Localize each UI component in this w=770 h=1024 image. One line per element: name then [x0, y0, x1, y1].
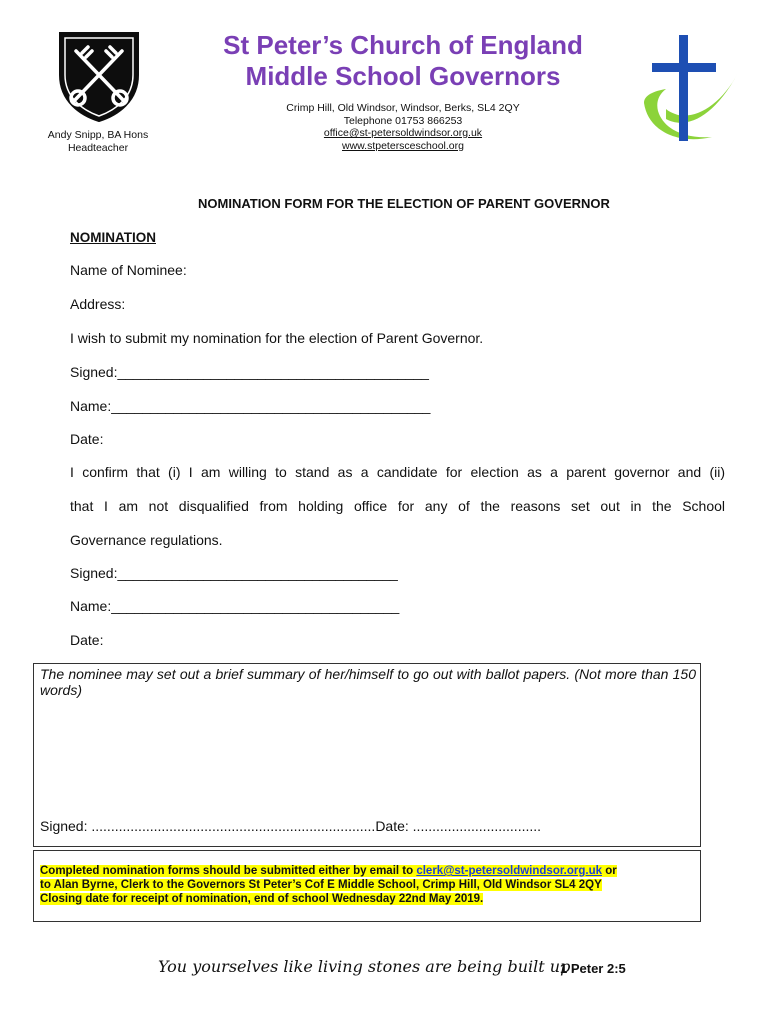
summary-signed-date-line: Signed: .........................................................................Date: ................................. — [40, 818, 542, 834]
submission-line1-suffix: or — [602, 865, 617, 877]
school-address: Crimp Hill, Old Windsor, Windsor, Berks, SL4 2QY — [286, 102, 520, 114]
school-website-link[interactable]: www.stpetersceschool.org — [342, 139, 464, 152]
school-crest-keys-icon — [58, 31, 140, 123]
footer-quote: You yourselves like living stones are being built up. — [158, 957, 576, 976]
headteacher-info — [30, 129, 166, 155]
school-title-line1: St Peter’s Church of England — [223, 30, 583, 60]
closing-date: Closing date for receipt of nomination, end of school Wednesday 22nd May 2019. — [40, 893, 484, 905]
date-line-2: Date: — [70, 632, 104, 648]
confirm-line-1: I confirm that (i) I am willing to stand as a candidate for election as a parent governor and (ii) — [70, 464, 725, 480]
headteacher-role: Headteacher — [67, 142, 129, 154]
contact-details — [228, 102, 578, 152]
school-title-line2: Middle School Governors — [245, 61, 561, 91]
signed-line-2: Signed:____________________________________ — [70, 565, 398, 581]
footer-reference: 1 Peter 2:5 — [560, 961, 626, 976]
date-line-1: Date: — [70, 431, 104, 447]
section-heading: NOMINATION — [70, 230, 156, 245]
form-title: NOMINATION FORM FOR THE ELECTION OF PARENT GOVERNOR — [198, 196, 610, 211]
school-telephone: Telephone 01753 866253 — [343, 114, 463, 127]
address-label: Address: — [70, 296, 126, 312]
name-line-2: Name:_____________________________________ — [70, 598, 400, 614]
headteacher-name: Andy Snipp, BA Hons — [47, 129, 149, 141]
confirm-line-3: Governance regulations. — [70, 532, 223, 548]
clerk-email-link[interactable]: clerk@st-petersoldwindsor.org.uk — [416, 865, 603, 877]
cross-swoosh-logo-icon — [638, 33, 742, 147]
submission-instructions — [40, 864, 700, 906]
summary-instruction: The nominee may set out a brief summary of her/himself to go out with ballot papers. (Not more than 150 words) — [40, 666, 696, 698]
school-title — [170, 30, 636, 92]
confirm-line-2: that I am not disqualified from holding office for any of the reasons set out in the School — [70, 498, 725, 514]
wish-statement: I wish to submit my nomination for the election of Parent Governor. — [70, 330, 484, 346]
name-line-1: Name:_________________________________________ — [70, 398, 431, 414]
confirmation-statement — [70, 455, 725, 557]
nominee-name-label: Name of Nominee: — [70, 262, 187, 278]
school-email-link[interactable]: office@st-petersoldwindsor.org.uk — [323, 127, 483, 139]
signed-line-1: Signed:________________________________________ — [70, 364, 429, 380]
submission-line1-prefix: Completed nomination forms should be submitted either by email to — [40, 865, 417, 877]
submission-line2: to Alan Byrne, Clerk to the Governors St Peter’s Cof E Middle School, Crimp Hill, Old Windsor SL4 2QY — [40, 879, 602, 891]
